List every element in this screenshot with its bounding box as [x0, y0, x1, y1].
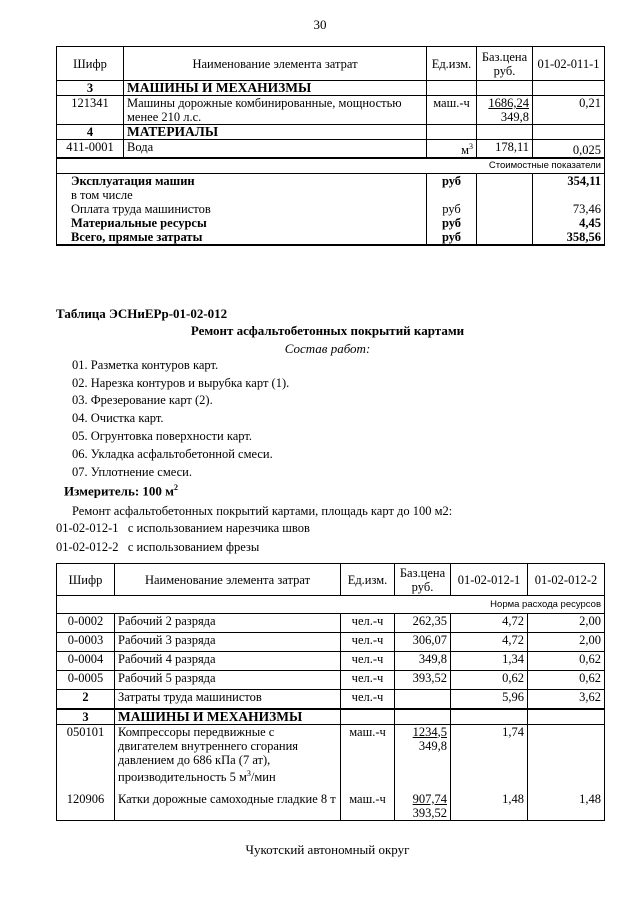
row-unit: чел.-ч — [341, 633, 395, 652]
meter-label: Измеритель: 100 $м^2$ — [64, 483, 179, 499]
summary-label: Оплата труда машинистов — [57, 202, 427, 216]
row-value: 3,62 — [528, 690, 605, 709]
summary-label: Материальные ресурсы — [57, 216, 427, 230]
row-code: 0-0002 — [57, 614, 115, 633]
header-code: Шифр — [57, 47, 124, 81]
row-name: Рабочий 5 разряда — [115, 671, 341, 690]
row-unit: чел.-ч — [341, 652, 395, 671]
row-code: 121341 — [57, 96, 124, 125]
row-unit: чел.-ч — [341, 671, 395, 690]
header-unit: Ед.изм. — [427, 47, 477, 81]
summary-label: Эксплуатация машин — [57, 174, 427, 189]
row-value: 0,21 — [533, 96, 605, 125]
row-name: Компрессоры передвижные с двигателем внутреннего сгорания давлением до 686 кПа (7 ат), производительность 5 $м^3$/мин — [115, 724, 341, 792]
row-unit: маш.-ч — [341, 724, 395, 792]
row-price: 262,35 — [395, 614, 451, 633]
summary-value: 4,45 — [533, 216, 605, 230]
variant-item: 01-02-012-2 с использованием фрезы — [56, 540, 260, 554]
header-unit: Ед.изм. — [341, 564, 395, 596]
header-price: Баз.цена руб. — [477, 47, 533, 81]
row-code: 411-0001 — [57, 140, 124, 159]
row-value: 1,48 — [451, 792, 528, 821]
norm-label: Норма расхода ресурсов — [57, 596, 605, 614]
resource-table-2 — [56, 563, 605, 821]
header-name: Наименование элемента затрат — [115, 564, 341, 596]
description: Ремонт асфальтобетонных покрытий картами, площадь карт до 100 м2: — [72, 504, 453, 518]
step-item: 05. Огрунтовка поверхности карт. — [72, 429, 252, 443]
row-value: 5,96 — [451, 690, 528, 709]
header-price: Баз.цена руб. — [395, 564, 451, 596]
row-name: Катки дорожные самоходные гладкие 8 т — [115, 792, 341, 821]
row-name: Вода — [124, 140, 427, 159]
summary-value: 358,56 — [533, 230, 605, 245]
row-code: 0-0005 — [57, 671, 115, 690]
row-value: 2,00 — [528, 614, 605, 633]
summary-value: 73,46 — [533, 202, 605, 216]
section-title: МАТЕРИАЛЫ — [124, 125, 427, 140]
summary-unit: руб — [427, 216, 477, 230]
price-bottom: 393,52 — [412, 805, 447, 820]
row-unit: чел.-ч — [341, 614, 395, 633]
price-top: 1686,24 — [488, 96, 529, 110]
header-col1: 01-02-012-1 — [451, 564, 528, 596]
row-price: 349,8 — [395, 652, 451, 671]
summary-unit: руб — [427, 202, 477, 216]
row-value: 0,62 — [528, 652, 605, 671]
row-value: 4,72 — [451, 633, 528, 652]
row-price: 393,52 — [395, 671, 451, 690]
table-title: Таблица ЭСНиЕРр-01-02-012 — [56, 306, 228, 321]
row-name: Рабочий 3 разряда — [115, 633, 341, 652]
row-name: Затраты труда машинистов — [115, 690, 341, 709]
row-price: 306,07 — [395, 633, 451, 652]
row-code: 120906 — [57, 792, 115, 821]
resource-table-1 — [56, 46, 605, 246]
row-value: 0,62 — [451, 671, 528, 690]
row-value: 0,62 — [528, 671, 605, 690]
row-name: Рабочий 4 разряда — [115, 652, 341, 671]
row-value — [528, 724, 605, 792]
price-top: 907,74 — [412, 791, 447, 806]
row-name: Машины дорожные комбинированные, мощностью менее 210 л.с. — [124, 96, 427, 125]
section-number: 2 — [57, 690, 115, 709]
row-code: 0-0004 — [57, 652, 115, 671]
price-top: 1234,5 — [412, 724, 447, 739]
row-value: 0,025 — [533, 140, 605, 159]
row-unit: маш.-ч — [341, 792, 395, 821]
step-item: 04. Очистка карт. — [72, 411, 164, 425]
step-item: 01. Разметка контуров карт. — [72, 358, 219, 372]
header-col2: 01-02-012-2 — [528, 564, 605, 596]
row-value: 4,72 — [451, 614, 528, 633]
section-number: 3 — [57, 81, 124, 96]
section-title: МАШИНЫ И МЕХАНИЗМЫ — [124, 81, 427, 96]
page-number: 30 — [313, 17, 327, 32]
section-title: МАШИНЫ И МЕХАНИЗМЫ — [115, 709, 341, 725]
section-number: 4 — [57, 125, 124, 140]
row-value: 1,74 — [451, 724, 528, 792]
summary-value: 354,11 — [533, 174, 605, 189]
row-value: 1,48 — [528, 792, 605, 821]
price-bottom: 349,8 — [500, 110, 529, 124]
summary-unit: руб — [427, 230, 477, 245]
row-code: 050101 — [57, 724, 115, 792]
row-unit: чел.-ч — [341, 690, 395, 709]
step-item: 02. Нарезка контуров и вырубка карт (1). — [72, 376, 290, 390]
header-code: Шифр — [57, 564, 115, 596]
row-value: 1,34 — [451, 652, 528, 671]
row-code: 0-0003 — [57, 633, 115, 652]
step-item: 06. Укладка асфальтобетонной смеси. — [72, 447, 273, 461]
row-unit: маш.-ч — [427, 96, 477, 125]
section-number: 3 — [57, 709, 115, 725]
step-item: 03. Фрезерование карт (2). — [72, 393, 213, 407]
price-bottom: 349,8 — [418, 738, 447, 753]
summary-label: в том числе — [57, 188, 427, 202]
work-title: Ремонт асфальтобетонных покрытий картами — [190, 323, 465, 338]
summary-label: Всего, прямые затраты — [57, 230, 427, 245]
composition-title: Состав работ: — [284, 341, 371, 356]
step-item: 07. Уплотнение смеси. — [72, 465, 192, 479]
row-name: Рабочий 2 разряда — [115, 614, 341, 633]
cost-indicators-label: Стоимостные показатели — [57, 158, 605, 174]
header-name: Наименование элемента затрат — [124, 47, 427, 81]
row-value: 2,00 — [528, 633, 605, 652]
row-price: 178,11 — [477, 140, 533, 159]
header-col1: 01-02-011-1 — [533, 47, 605, 81]
variant-item: 01-02-012-1 с использованием нарезчика швов — [56, 521, 310, 535]
row-unit: $м^3$ — [427, 140, 477, 159]
page-footer: Чукотский автономный округ — [245, 842, 410, 857]
summary-unit: руб — [427, 174, 477, 189]
